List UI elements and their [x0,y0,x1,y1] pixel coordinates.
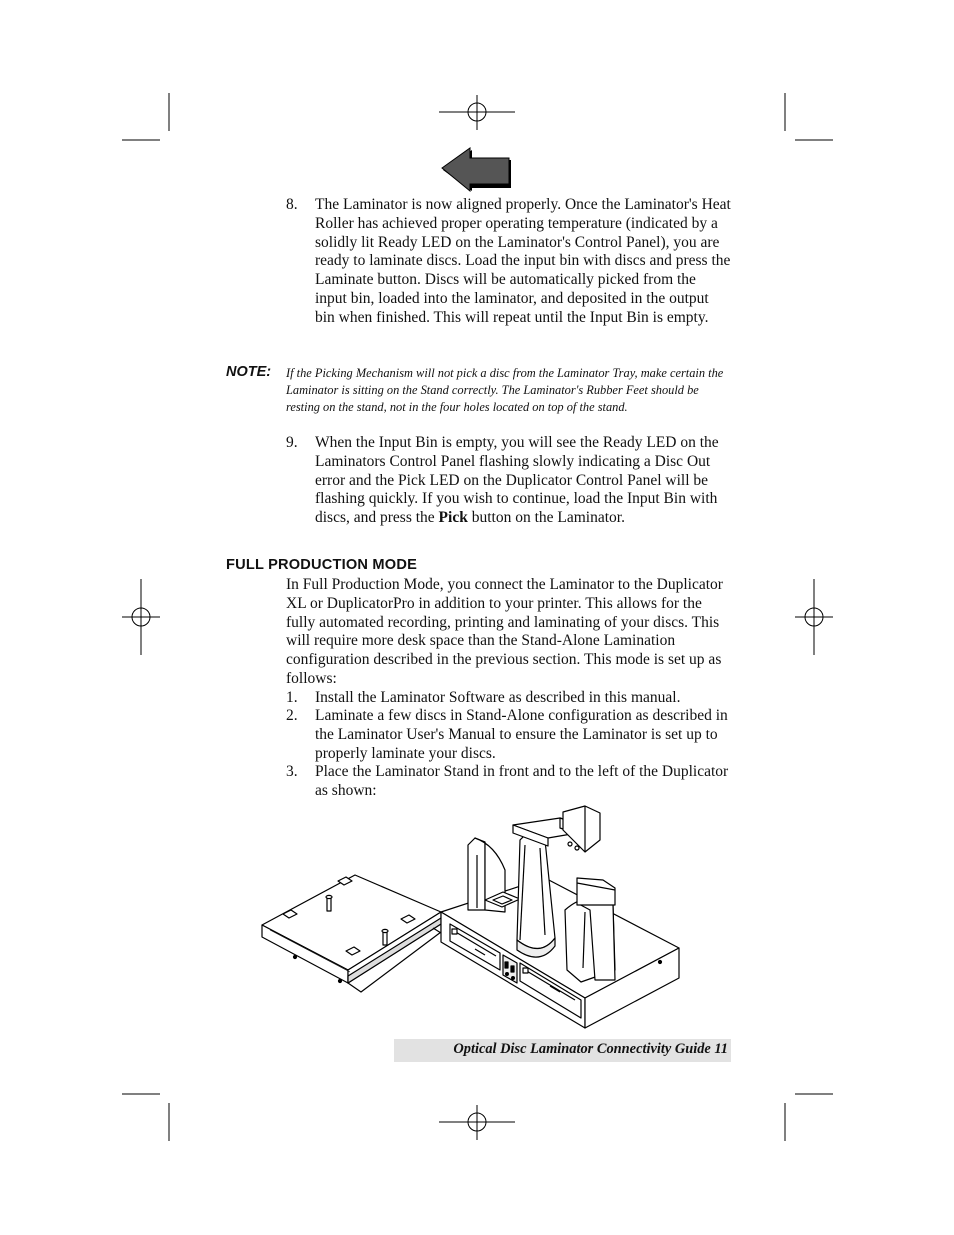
laminator-stand [262,875,441,992]
step-text-part: button on the Laminator. [467,509,625,527]
step-text: Laminate a few discs in Stand-Alone configuration as described in the Laminator User's Manual to ensure the Laminator is set up to properly laminate your discs. [315,707,728,762]
laminator-stand-illustration [255,800,695,1032]
step-number: 2. [286,707,298,724]
intro-paragraph: In Full Production Mode, you connect the Laminator to the Duplicator XL or DuplicatorPro in addition to your printer. This allows for the fully automated recording, printing and laminating of your discs. This will require more desk space than the Stand-Alone Lamination configuration described in the previous section. This mode is set up as follows: [286,576,723,687]
note-text [286,365,731,416]
registration-mark-bottom [439,1105,515,1140]
step-text: The Laminator is now aligned properly. Once the Laminator's Heat Roller has achieved proper operating temperature (indicated by a solidly lit Ready LED on the Laminator's Control Panel), you are ready to laminate discs. Load the input bin with discs and press the Laminate button. Discs will be automatically picked from the input bin, loaded into the laminator, and deposited in the output bin when finished. This will repeat until the Input Bin is empty. [315,196,731,326]
registration-mark-top [439,95,515,130]
list-item [286,434,731,528]
step-number: 1. [286,689,298,706]
list-item [286,689,731,708]
footer-text: Optical Disc Laminator Connectivity Guide 11 [453,1041,728,1057]
registration-mark-right [795,579,833,655]
step-text: Install the Laminator Software as described in this manual. [315,689,681,706]
step-number: 8. [286,196,298,213]
step-text [315,434,731,528]
step-number: 3. [286,763,298,780]
section-heading: FULL PRODUCTION MODE [226,557,418,573]
page-footer [394,1039,731,1062]
list-item [286,196,731,328]
note-body: If the Picking Mechanism will not pick a disc from the Laminator Tray, make certain the Laminator is sitting on the Stand correctly. The Laminator's Rubber Feet should be resting on the stand, not in the four holes located on top of the stand. [286,366,724,414]
step-number: 9. [286,434,298,451]
note-label: NOTE: [226,364,272,380]
step-text: Place the Laminator Stand in front and to the left of the Duplicator as shown: [315,763,729,799]
pick-button-label: Pick [438,509,468,527]
registration-mark-left [122,579,160,655]
list-item [286,763,731,801]
list-item [286,707,731,763]
step-text-part: When the Input Bin is empty, you will see the Ready LED on the Laminators Control Panel flashing slowly indicating a Disc Out error and the Pick LED on the Duplicator Control Panel will be flashing quickly. If you wish to continue, load the Input Bin with discs, and press the [315,434,719,527]
back-arrow-icon[interactable] [440,146,514,192]
duplicator [441,806,679,1028]
